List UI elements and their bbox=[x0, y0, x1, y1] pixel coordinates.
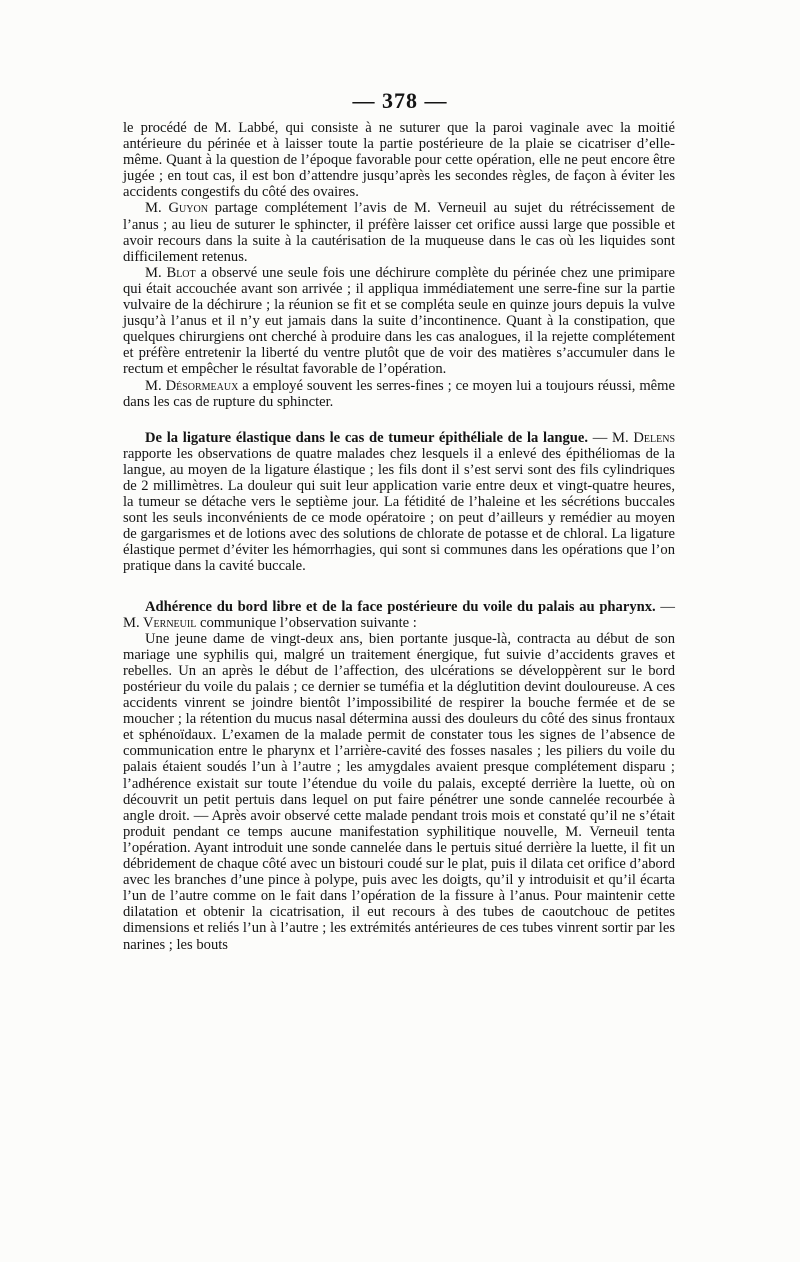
speaker-name: M. Delens bbox=[612, 429, 676, 446]
speaker-name: M. Blot bbox=[145, 264, 196, 281]
paragraph-text: a employé souvent les serres-fines ; ce moyen lui a toujours réussi, même dans les cas de rupture du sphincter. bbox=[123, 377, 675, 410]
heading-dash: — bbox=[588, 429, 613, 446]
paragraph-guyon bbox=[123, 200, 675, 264]
section-heading: Adhérence du bord libre et de la face postérieure du voile du palais au pharynx. bbox=[145, 598, 656, 615]
speaker-name: M. Désormeaux bbox=[145, 377, 239, 394]
text-column bbox=[123, 120, 675, 953]
section-text: communique l’observation suivante : bbox=[196, 614, 417, 631]
paragraph-desormeaux bbox=[123, 378, 675, 410]
paragraph-labbe-procedure: le procédé de M. Labbé, qui consiste à ne suturer que la paroi vaginale avec la moitié antérieure du périnée et à laisser toute la partie postérieure de la plaie se cicatriser d’elle-même. Quant à la question de l’époque favorable pour cette opération, elle ne peut encore être jugée ; en tout cas, il est bon d’attendre jusqu’après les secondes règles, de façon à éviter les accidents congestifs du côté des ovaires. bbox=[123, 120, 675, 201]
heading-dash: — bbox=[655, 598, 675, 615]
section-heading: De la ligature élastique dans le cas de tumeur épithéliale de la langue. bbox=[145, 429, 589, 446]
section-adherence-voile bbox=[123, 599, 675, 631]
paragraph-text: a observé une seule fois une déchirure complète du périnée chez une primipare qui était accouchée avant son arrivée ; il appliqua immédiatement une serre-fine sur la partie vulvaire de la déchirure ; la réunion se fit et se compléta seule en quinze jours depuis la vulve jusqu’à l’anus et il n’y eut jamais dans la suite d’incontinence. Quant à la constipation, que quelques chirurgiens ont cherché à produire dans les cas analogues, il la rejette complétement et préfère entretenir la liberté du ventre plutôt que de voir des matières s’accumuler dans le rectum et empêcher le résultat favorable de l’opération. bbox=[123, 264, 675, 378]
section-text: rapporte les observations de quatre malades chez lesquels il a enlevé des épithéliomas de la langue, au moyen de la ligature élastique ; les fils dont il s’est servi sont des fils cylindriques de 2 millimètres. La douleur qui suit leur application varie entre deux et vingt-quatre heures, la tumeur se détache vers le septième jour. La fétidité de l’haleine et les sécrétions buccales sont les seuls inconvénients de ce mode opératoire ; on peut d’ailleurs y remédier au moyen de gargarismes et de lotions avec des solutions de chlorate de potasse et de chloral. La ligature élastique permet d’éviter les hémorrhagies, qui sont si communes dans les opérations que l’on pratique dans la cavité buccale. bbox=[123, 445, 675, 575]
speaker-name: M. Guyon bbox=[145, 200, 208, 217]
paragraph-text: partage complétement l’avis de M. Verneuil au sujet du rétrécissement de l’anus ; au lieu de suturer le sphincter, il préfère laisser cet orifice aussi large que possible et avoir recours dans la suite à la cautérisation de la muqueuse dans le cas où les liquides sont difficilement retenus. bbox=[123, 200, 675, 265]
paragraph-blot bbox=[123, 265, 675, 378]
speaker-name: M. Verneuil bbox=[123, 614, 197, 631]
page-number: — 378 — bbox=[352, 88, 448, 113]
paragraph-observation: Une jeune dame de vingt-deux ans, bien portante jusque-là, contracta au début de son mariage une syphilis qui, malgré un traitement énergique, fut suivie d’accidents graves et rebelles. Un an après le début de l’affection, des ulcérations se développèrent sur le bord postérieur du voile du palais ; ce dernier se tuméfia et la déglutition devint douloureuse. A ces accidents vinrent se joindre bientôt l’impossibilité de respirer la bouche fermée et de se moucher ; la rétention du mucus nasal détermina aussi des douleurs du côté des sinus frontaux et sphénoïdaux. L’examen de la malade permit de constater tous les signes de l’absence de communication entre le pharynx et l’arrière-cavité des fosses nasales ; les piliers du voile du palais étaient soudés l’un à l’autre ; les amygdales avaient presque complétement disparu ; l’adhérence existait sur toute l’étendue du voile du palais, excepté derrière la luette, où on découvrit un petit pertuis dans lequel on put faire pénétrer une sonde cannelée recourbée à angle droit. — Après avoir observé cette malade pendant trois mois et constaté qu’il ne s’était produit pendant ce temps aucune manifestation syphilitique nouvelle, M. Verneuil tenta l’opération. Ayant introduit une sonde cannelée dans le pertuis situé derrière la luette, il fit un débridement de chaque côté avec un bistouri coudé sur le plat, puis il dilata cet orifice d’abord avec les branches d’une pince à polype, puis avec les doigts, qu’il y introduisit et qu’il écarta l’un de l’autre comme on le fait dans l’opération de la fissure à l’anus. Pour maintenir cette dilatation et obtenir la cicatrisation, il eut recours à des tubes de caoutchouc de petites dimensions et reliés l’un à l’autre ; les extrémités antérieures de ces tubes vinrent sortir par les narines ; les bouts bbox=[123, 630, 675, 953]
section-spacer bbox=[123, 410, 675, 430]
section-spacer bbox=[123, 575, 675, 599]
section-ligature-elastique bbox=[123, 430, 675, 575]
